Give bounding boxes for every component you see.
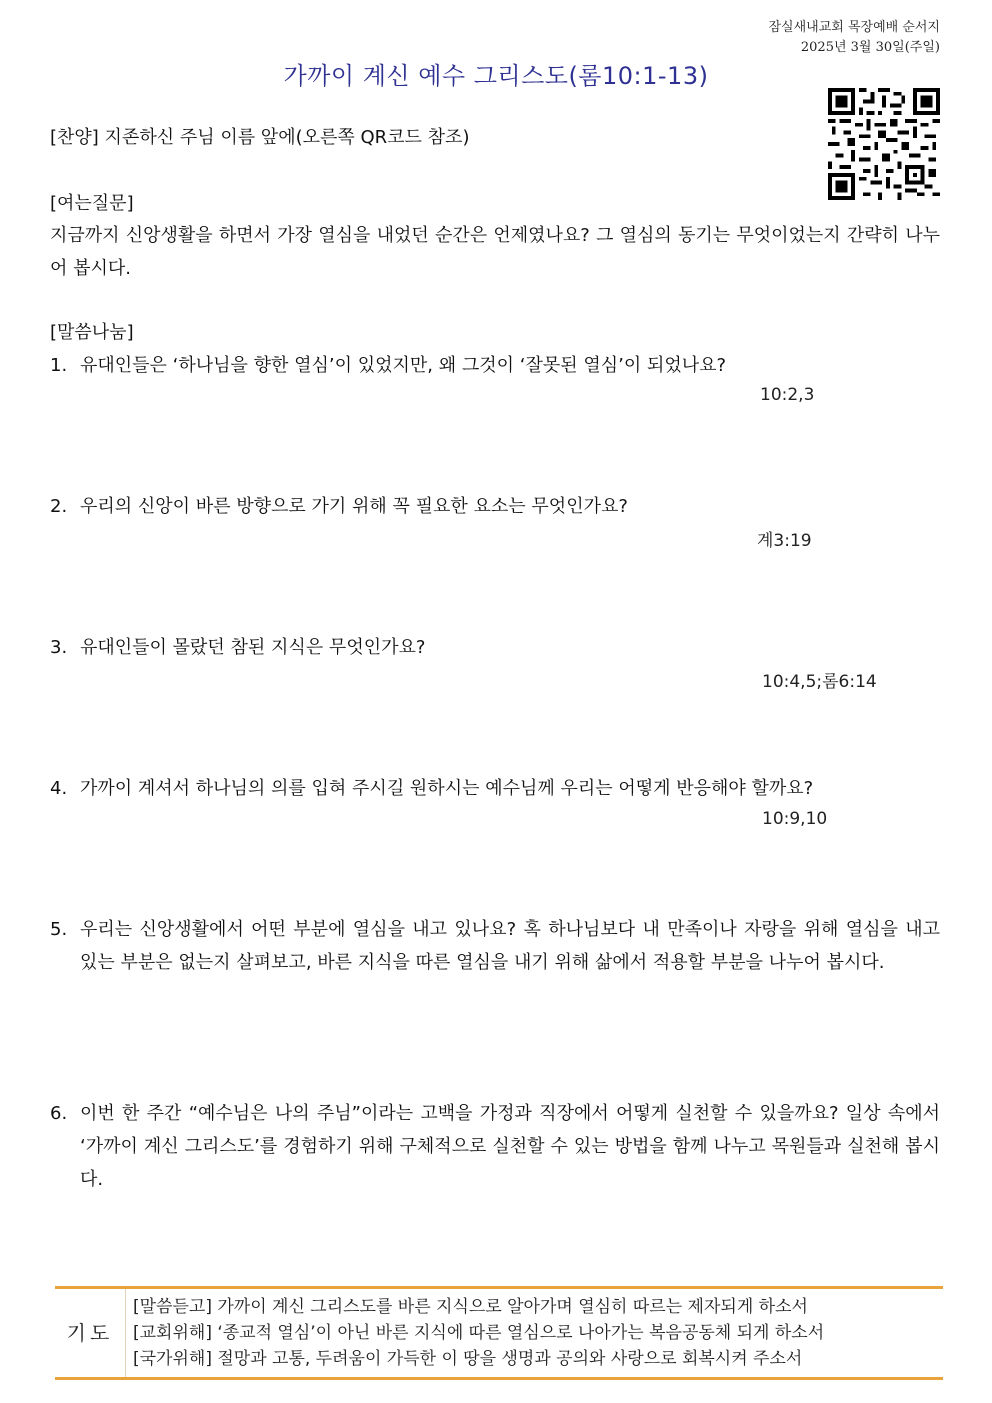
- sharing-heading: [말씀나눔]: [50, 322, 134, 343]
- scripture-reference: 계3:19: [757, 531, 812, 551]
- scripture-reference: 10:4,5;롬6:14: [762, 672, 877, 692]
- question-3: [50, 631, 940, 664]
- question-number: 4.: [50, 778, 68, 799]
- question-2: [50, 490, 940, 523]
- service-date: 2025년 3월 30일(주일): [800, 40, 940, 55]
- prayer-line-nation: [국가위해] 절망과 고통, 두려움이 가득한 이 땅을 생명과 공의와 사랑으로 회복시켜 주소서: [133, 1349, 803, 1369]
- question-4: [50, 772, 940, 805]
- question-text: 가까이 계셔서 하나님의 의를 입혀 주시길 원하시는 예수님께 우리는 어떻게 반응해야 할까요?: [80, 778, 814, 799]
- question-text: 우리는 신앙생활에서 어떤 부분에 열심을 내고 있나요? 혹 하나님보다 내 만족이나 자랑을 위해 열심을 내고 있는 부분은 없는지 살펴보고, 바른 지식을 따른 열심을 내기 위해 삶에서 적용할 부분을 나누어 봅시다.: [80, 919, 940, 973]
- question-number: 1.: [50, 355, 68, 376]
- praise-line: [찬양] 지존하신 주님 이름 앞에(오른쪽 QR코드 참조): [50, 127, 470, 148]
- question-text: 이번 한 주간 “예수님은 나의 주님”이라는 고백을 가정과 직장에서 어떻게 실천할 수 있을까요? 일상 속에서 ‘가까이 계신 그리스도’를 경험하기 위해 구체적으로 실천할 수 있는 방법을 함께 나누고 목원들과 실천해 봅시다.: [80, 1103, 940, 1190]
- page-title: 가까이 계신 예수 그리스도(롬10:1-13): [283, 62, 709, 90]
- question-6: [50, 1097, 940, 1196]
- church-service-label: 잠실새내교회 목장예배 순서지: [768, 20, 940, 35]
- question-text: 우리의 신앙이 바른 방향으로 가기 위해 꼭 필요한 요소는 무엇인가요?: [80, 496, 628, 517]
- prayer-line-word: [말씀듣고] 가까이 계신 그리스도를 바른 지식으로 알아가며 열심히 따르는 제자되게 하소서: [133, 1297, 808, 1317]
- question-text: 유대인들이 몰랐던 참된 지식은 무엇인가요?: [80, 637, 426, 658]
- prayer-line-church: [교회위해] ‘종교적 열심’이 아닌 바른 지식에 따른 열심으로 나아가는 복음공동체 되게 하소서: [133, 1323, 825, 1343]
- question-1: [50, 349, 940, 382]
- question-number: 3.: [50, 637, 68, 658]
- prayer-label: 기도: [55, 1289, 126, 1377]
- scripture-reference: 10:9,10: [762, 809, 828, 829]
- header-meta: [768, 18, 940, 58]
- question-5: [50, 913, 940, 979]
- question-text: 유대인들은 ‘하나님을 향한 열심’이 있었지만, 왜 그것이 ‘잘못된 열심’이 되었나요?: [80, 355, 727, 376]
- question-number: 6.: [50, 1103, 68, 1124]
- scripture-reference: 10:2,3: [760, 385, 815, 405]
- prayer-box: [55, 1286, 943, 1380]
- prayer-lines: [133, 1294, 937, 1372]
- opening-question-text: 지금까지 신앙생활을 하면서 가장 열심을 내었던 순간은 언제였나요? 그 열심의 동기는 무엇이었는지 간략히 나누어 봅시다.: [50, 225, 940, 279]
- question-number: 5.: [50, 919, 68, 940]
- opening-question-heading: [여는질문]: [50, 193, 134, 214]
- question-number: 2.: [50, 496, 68, 517]
